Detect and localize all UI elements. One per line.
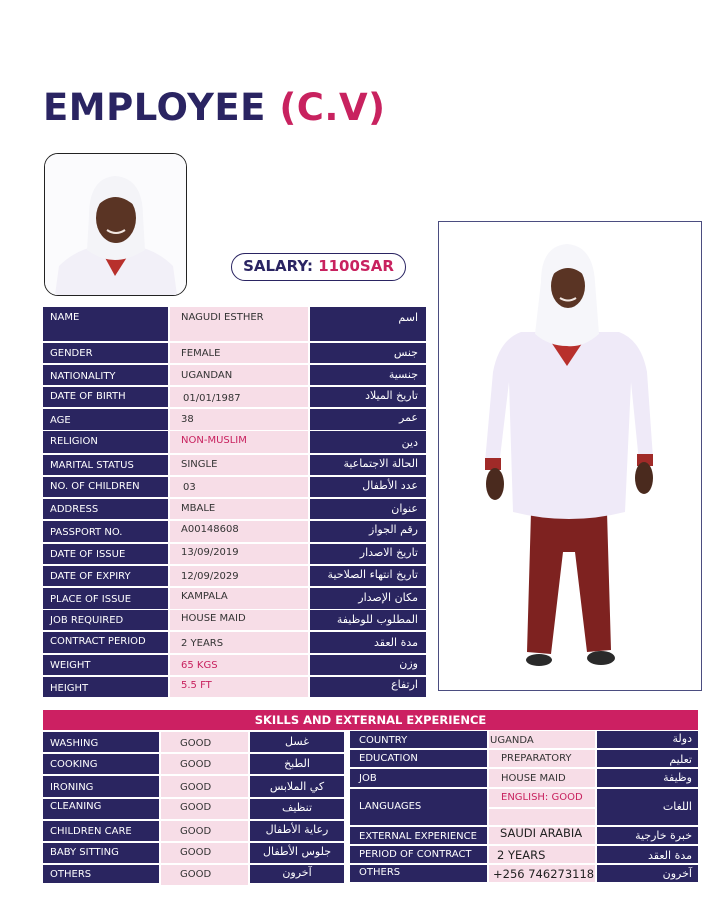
exp-value-country: UGANDA — [489, 731, 595, 748]
exp-label-period-of-contract: PERIOD OF CONTRACT — [350, 846, 487, 863]
salary-label: SALARY: — [243, 257, 313, 275]
skill-label-baby-sitting: BABY SITTING — [43, 843, 159, 863]
details-label-date-of-issue: DATE OF ISSUE — [43, 544, 168, 564]
details-arabic-passport: رقم الجواز — [310, 521, 426, 542]
full-body-illustration — [439, 222, 701, 690]
details-label-age: AGE — [43, 409, 168, 430]
skill-value-others: GOOD — [161, 865, 248, 885]
details-value-contract-period: 2 YEARS — [170, 632, 308, 653]
exp-arabic-job: وظيفة — [597, 769, 698, 787]
skill-value-baby-sitting: GOOD — [161, 843, 248, 863]
skill-label-cleaning: CLEANING — [43, 799, 159, 819]
details-label-height: HEIGHT — [43, 677, 168, 697]
exp-arabic-external-experience: خبرة خارجية — [597, 827, 698, 844]
details-label-passport: PASSPORT NO. — [43, 521, 168, 542]
portrait-photo — [44, 153, 187, 296]
details-label-religion: RELIGION — [43, 431, 168, 453]
details-arabic-address: عنوان — [310, 499, 426, 519]
details-arabic-children: عدد الأطفال — [310, 477, 426, 497]
skill-value-ironing: GOOD — [161, 776, 248, 797]
skills-section-title: SKILLS AND EXTERNAL EXPERIENCE — [43, 710, 698, 730]
details-arabic-job-required: المطلوب للوظيفة — [310, 610, 426, 630]
skill-value-cleaning: GOOD — [161, 799, 248, 819]
skill-label-ironing: IRONING — [43, 776, 159, 797]
skill-value-children-care: GOOD — [161, 821, 248, 841]
details-label-contract-period: CONTRACT PERIOD — [43, 632, 168, 653]
exp-value-job: HOUSE MAID — [489, 769, 595, 787]
skill-label-cooking: COOKING — [43, 754, 159, 774]
details-arabic-date-of-expiry: تاريخ انتهاء الصلاحية — [310, 566, 426, 586]
exp-label-external-experience: EXTERNAL EXPERIENCE — [350, 827, 487, 844]
exp-arabic-education: تعليم — [597, 750, 698, 767]
details-label-job-required: JOB REQUIRED — [43, 610, 168, 630]
details-arabic-contract-period: مدة العقد — [310, 632, 426, 653]
details-arabic-dob: تاريخ الميلاد — [310, 387, 426, 407]
page-title — [43, 86, 386, 129]
exp-arabic-languages: اللغات — [597, 789, 698, 825]
details-value-marital-status: SINGLE — [170, 455, 308, 475]
details-arabic-gender: جنس — [310, 343, 426, 363]
exp-value-others: +256 746273118 — [489, 865, 595, 882]
portrait-photo-illustration — [45, 154, 186, 295]
details-arabic-date-of-issue: تاريخ الاصدار — [310, 544, 426, 564]
skill-value-washing: GOOD — [161, 732, 248, 752]
salary-badge — [231, 253, 406, 281]
exp-value-languages-2 — [489, 809, 595, 825]
details-label-gender: GENDER — [43, 343, 168, 363]
exp-label-languages: LANGUAGES — [350, 789, 487, 825]
details-arabic-marital-status: الحالة الاجتماعية — [310, 455, 426, 475]
skill-label-children-care: CHILDREN CARE — [43, 821, 159, 841]
details-value-passport: A00148608 — [170, 521, 308, 542]
exp-label-country: COUNTRY — [350, 731, 487, 748]
skill-arabic-ironing: كي الملابس — [250, 776, 344, 797]
details-value-children: 03 — [170, 477, 308, 497]
details-value-date-of-issue: 13/09/2019 — [170, 544, 308, 564]
details-arabic-height: ارتفاع — [310, 677, 426, 697]
exp-label-others: OTHERS — [350, 865, 487, 882]
details-value-address: MBALE — [170, 499, 308, 519]
details-label-date-of-expiry: DATE OF EXPIRY — [43, 566, 168, 586]
details-value-religion: NON-MUSLIM — [170, 431, 308, 453]
exp-value-external-experience: SAUDI ARABIA — [489, 827, 595, 844]
exp-value-period-of-contract: 2 YEARS — [489, 846, 595, 863]
skill-arabic-children-care: رعاية الأطفال — [250, 821, 344, 841]
details-value-nationality: UGANDAN — [170, 365, 308, 385]
exp-label-education: EDUCATION — [350, 750, 487, 767]
details-label-place-of-issue: PLACE OF ISSUE — [43, 588, 168, 609]
details-label-nationality: NATIONALITY — [43, 365, 168, 385]
details-value-date-of-expiry: 12/09/2029 — [170, 566, 308, 586]
details-value-gender: FEMALE — [170, 343, 308, 363]
details-value-age: 38 — [170, 409, 308, 430]
details-label-name: NAME — [43, 307, 168, 341]
details-label-weight: WEIGHT — [43, 655, 168, 675]
details-value-job-required: HOUSE MAID — [170, 610, 308, 630]
details-value-place-of-issue: KAMPALA — [170, 588, 308, 609]
title-main: EMPLOYEE — [43, 86, 266, 129]
skill-label-washing: WASHING — [43, 732, 159, 752]
skill-label-others: OTHERS — [43, 865, 159, 883]
exp-label-job: JOB — [350, 769, 487, 787]
exp-value-education: PREPARATORY — [489, 750, 595, 767]
details-label-children: NO. OF CHILDREN — [43, 477, 168, 497]
salary-value: 1100SAR — [318, 257, 394, 275]
details-arabic-religion: دين — [310, 431, 426, 453]
details-value-dob: 01/01/1987 — [170, 387, 308, 407]
skill-arabic-cleaning: تنظيف — [250, 799, 344, 819]
details-arabic-nationality: جنسية — [310, 365, 426, 385]
skill-arabic-baby-sitting: جلوس الأطفال — [250, 843, 344, 863]
details-value-name: NAGUDI ESTHER — [170, 307, 308, 341]
details-arabic-age: عمر — [310, 409, 426, 430]
details-label-address: ADDRESS — [43, 499, 168, 519]
full-body-photo — [438, 221, 702, 691]
skill-value-cooking: GOOD — [161, 754, 248, 774]
details-arabic-weight: وزن — [310, 655, 426, 675]
details-value-height: 5.5 FT — [170, 677, 308, 697]
details-arabic-place-of-issue: مكان الإصدار — [310, 588, 426, 609]
exp-arabic-others: آخرون — [597, 865, 698, 882]
skill-arabic-others: آخرون — [250, 865, 344, 883]
exp-arabic-country: دولة — [597, 731, 698, 748]
exp-arabic-period-of-contract: مدة العقد — [597, 846, 698, 863]
details-label-marital-status: MARITAL STATUS — [43, 455, 168, 475]
exp-value-languages: ENGLISH: GOOD — [489, 789, 595, 807]
title-accent: (C.V) — [279, 86, 386, 129]
details-arabic-name: اسم — [310, 307, 426, 341]
details-value-weight: 65 KGS — [170, 655, 308, 675]
details-label-dob: DATE OF BIRTH — [43, 387, 168, 407]
skill-arabic-cooking: الطبخ — [250, 754, 344, 774]
skill-arabic-washing: غسل — [250, 732, 344, 752]
